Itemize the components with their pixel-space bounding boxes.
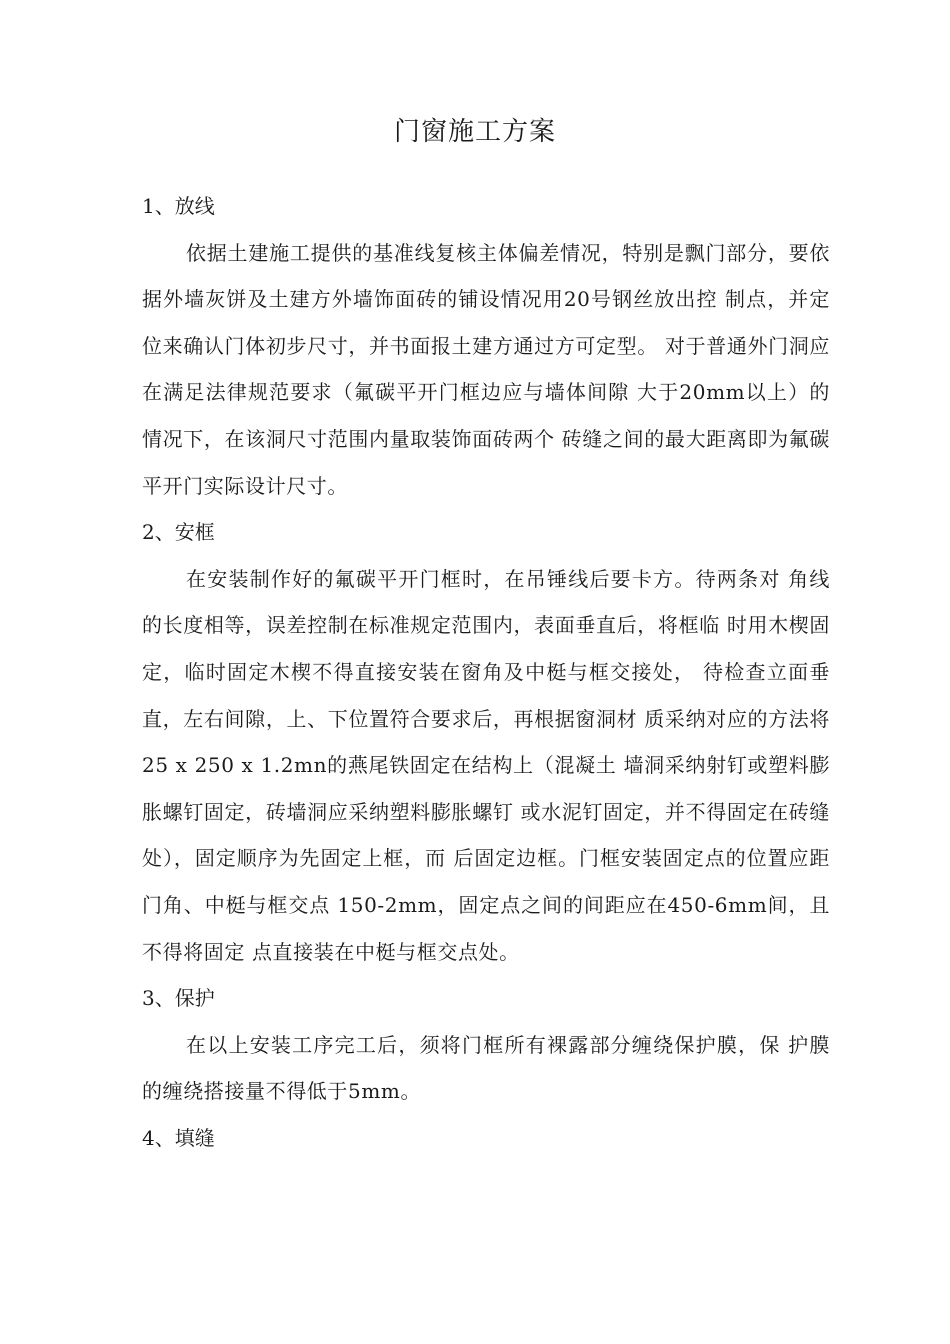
document-title: 门窗施工方案 xyxy=(393,117,556,147)
section-body-3: 在以上安装工序完工后，须将门框所有裸露部分缠绕保护膜，保 护膜的缠绕搭接量不得低于5mm。 xyxy=(142,1032,830,1104)
section-heading-2: 2、安框 xyxy=(142,520,215,545)
section-body-1: 依据土建施工提供的基准线复核主体偏差情况，特别是飘门部分，要依据外墙灰饼及土建方外墙饰面砖的铺设情况用20号钢丝放出控 制点，并定位来确认门体初步尺寸，并书面报土建方通过方可定型。 对于普通外门洞应在满足法律规范要求（氟碳平开门框边应与墙体间隙 大于20mm以上）的情况下，在该洞尺寸范围内量取装饰面砖两个 砖缝之间的最大距离即为氟碳平开门实际设计尺寸。 xyxy=(142,240,830,498)
section-body-2: 在安装制作好的氟碳平开门框时，在吊锤线后要卡方。待两条对 角线的长度相等，误差控制在标准规定范围内，表面垂直后，将框临 时用木楔固定，临时固定木楔不得直接安装在窗角及中梃与框交接处， 待检查立面垂直，左右间隙，上、下位置符合要求后，再根据窗洞材 质采纳对应的方法将25 x 250 x 1.2mn的燕尾铁固定在结构上（混凝土 墙洞采纳射钉或塑料膨胀螺钉固定，砖墙洞应采纳塑料膨胀螺钉 或水泥钉固定，并不得固定在砖缝处），固定顺序为先固定上框，而 后固定边框。门框安装固定点的位置应距门角、中梃与框交点 150-2mm，固定点之间的间距应在450-6mm间，且不得将固定 点直接装在中梃与框交点处。 xyxy=(142,566,830,964)
section-heading-4: 4、填缝 xyxy=(142,1125,215,1150)
section-heading-3: 3、保护 xyxy=(142,986,215,1011)
document-body xyxy=(142,183,830,1161)
section-heading-1: 1、放线 xyxy=(142,194,215,218)
